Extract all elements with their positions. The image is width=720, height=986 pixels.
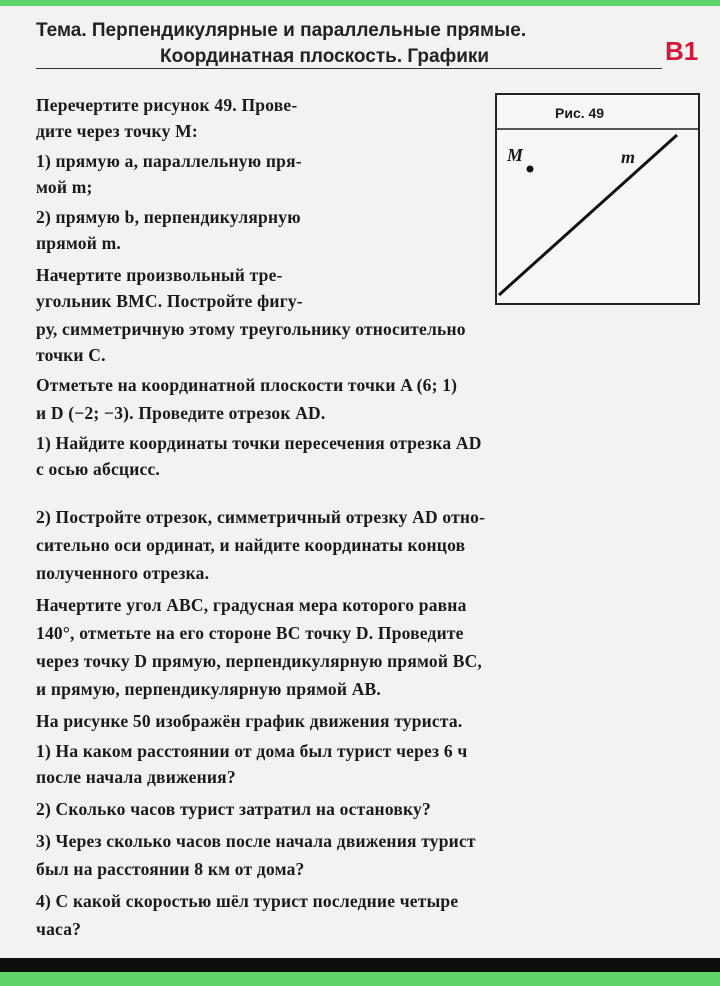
task-5-line-7: 4) С какой скоростью шёл турист последние четыре xyxy=(36,891,459,911)
task-5-line-8: часа? xyxy=(36,919,82,939)
task-2-line-3: ру, симметричную этому треугольнику относительно xyxy=(36,319,466,339)
header-divider xyxy=(36,68,662,69)
task-1-line-2: дите через точку M: xyxy=(36,121,198,141)
task-3-line-3: 1) Найдите координаты точки пересечения отрезка AD xyxy=(36,433,482,453)
task-1-line-1: Перечертите рисунок 49. Прове- xyxy=(36,95,298,115)
topic-title-line1: Тема. Перпендикулярные и параллельные прямые. xyxy=(36,20,527,41)
point-m xyxy=(527,166,534,173)
task-2-line-2: угольник BMC. Постройте фигу- xyxy=(36,291,303,311)
task-1-line-5: 2) прямую b, перпендикулярную xyxy=(36,207,301,227)
task-3-line-2: и D (−2; −3). Проведите отрезок AD. xyxy=(36,403,326,423)
task-5-line-3: после начала движения? xyxy=(36,767,236,787)
line-m xyxy=(499,135,677,295)
task-1-line-6: прямой m. xyxy=(36,233,121,253)
task-4-line-3: через точку D прямую, перпендикулярную прямой BC, xyxy=(36,651,482,671)
task-2-line-1: Начертите произвольный тре- xyxy=(36,265,283,285)
task-4-line-2: 140°, отметьте на его стороне BC точку D. Проведите xyxy=(36,623,464,643)
bottom-black-bar xyxy=(0,958,720,972)
line-m-label: m xyxy=(621,147,636,167)
task-5-line-2: 1) На каком расстоянии от дома был турист через 6 ч xyxy=(36,741,468,761)
task-5-line-1: На рисунке 50 изображён график движения туриста. xyxy=(36,711,463,731)
bottom-green-strip xyxy=(0,972,720,986)
task-3-line-5: 2) Постройте отрезок, симметричный отрезку AD отно- xyxy=(36,507,486,527)
task-3-line-1: Отметьте на координатной плоскости точки A (6; 1) xyxy=(36,375,458,395)
task-3-line-4: с осью абсцисс. xyxy=(36,459,161,479)
task-2-line-4: точки C. xyxy=(36,345,106,365)
task-5-line-4: 2) Сколько часов турист затратил на остановку? xyxy=(36,799,431,819)
topic-title-line2: Координатная плоскость. Графики xyxy=(160,46,490,67)
task-4-line-4: и прямую, перпендикулярную прямой AB. xyxy=(36,679,382,699)
figure-caption: Рис. 49 xyxy=(555,105,605,121)
task-3-line-6: сительно оси ординат, и найдите координаты концов xyxy=(36,535,466,555)
point-m-label: M xyxy=(507,145,524,165)
task-5-line-6: был на расстоянии 8 км от дома? xyxy=(36,859,305,879)
task-1-line-4: мой m; xyxy=(36,177,93,197)
figure-49 xyxy=(495,93,700,305)
figure-49-drawing xyxy=(497,95,702,307)
task-3-line-7: полученного отрезка. xyxy=(36,563,210,583)
top-green-strip xyxy=(0,0,720,6)
task-1-line-3: 1) прямую a, параллельную пря- xyxy=(36,151,302,171)
task-4-line-1: Начертите угол ABC, градусная мера которого равна xyxy=(36,595,467,615)
task-5-line-5: 3) Через сколько часов после начала движения турист xyxy=(36,831,476,851)
variant-label: B1 xyxy=(665,36,699,66)
